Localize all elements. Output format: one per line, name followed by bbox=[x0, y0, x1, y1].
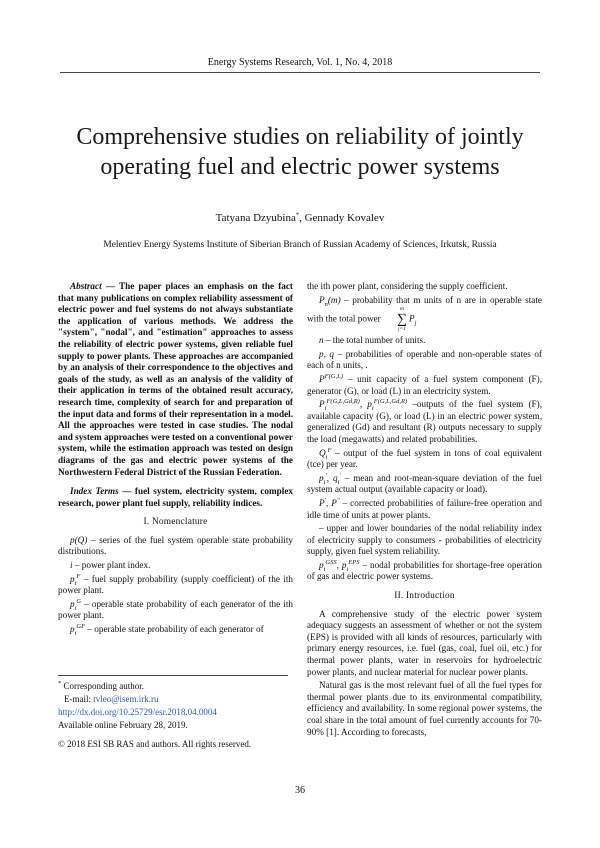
intro-paragraph: A comprehensive study of the electric power system adequacy suggests an assessment of whether or not the system (EPS) is provided with all kinds of resources, particularly with primary energy resources, i.e. fuel (gas, coal, fuel oil, etc.) for thermal power plants, water in reservoirs for hydroelectric power plants, and nuclear material for nuclear power plants. bbox=[307, 608, 542, 677]
nomenclature-symbol: P bbox=[319, 373, 325, 384]
nomenclature-sub: i bbox=[74, 604, 77, 612]
nomenclature-item bbox=[307, 523, 542, 558]
nomenclature-item bbox=[58, 599, 293, 622]
nomenclature-item bbox=[307, 335, 542, 347]
nomenclature-symbol: p bbox=[319, 559, 324, 570]
nomenclature-symbol: p bbox=[70, 598, 75, 609]
nomenclature-sup: F bbox=[327, 446, 332, 454]
nomenclature-sup: GF bbox=[76, 622, 86, 630]
sigma-symbol: ∑ bbox=[397, 312, 408, 328]
abstract-label: Abstract bbox=[70, 281, 102, 291]
nomenclature-symbol: i bbox=[70, 560, 73, 571]
footnote-rule bbox=[58, 675, 288, 676]
nomenclature-symbol-2: , P bbox=[326, 497, 337, 508]
paper-title: Comprehensive studies on reliability of jointly operating fuel and electric power systems bbox=[76, 124, 524, 180]
right-column bbox=[307, 281, 542, 740]
nomenclature-sup-2: F(G,L,Gd,R) bbox=[373, 398, 408, 406]
author-1-mark: * bbox=[295, 211, 300, 219]
nomenclature-item bbox=[307, 498, 542, 521]
nomenclature-item bbox=[307, 448, 542, 471]
nomenclature-text: – corrected probabilities of failure-free operation and idle time of units at power plants. bbox=[307, 497, 542, 520]
corresponding-author-note bbox=[58, 680, 293, 693]
nomenclature-text: – operable state probability of each generator of the ith power plant. bbox=[58, 598, 293, 621]
sum-term: P bbox=[409, 313, 415, 324]
footnote-mark: * bbox=[58, 680, 62, 687]
available-online: Available online February 28, 2019. bbox=[58, 720, 188, 730]
nomenclature-sup: F(G,L) bbox=[324, 372, 343, 380]
nomenclature-sub: i bbox=[74, 579, 77, 587]
nomenclature-item bbox=[307, 399, 542, 445]
nomenclature-sub-2: i bbox=[337, 478, 340, 486]
author-1: Tatyana Dzyubina bbox=[215, 212, 296, 224]
nomenclature-sup: F(G,L,Gd,R) bbox=[326, 398, 360, 406]
nomenclature-text: – nodal probabilities for shortage-free operation of gas and electric power systems. bbox=[307, 559, 542, 582]
nomenclature-symbol: p bbox=[70, 624, 75, 635]
index-terms-label: Index Terms bbox=[70, 486, 119, 497]
nomenclature-sup: GSS bbox=[325, 558, 337, 566]
nomenclature-text: – output of the fuel system in tons of coal equivalent (tce) per year. bbox=[307, 447, 542, 470]
nomenclature-text: – fuel supply probability (supply coefficient) of the ith power plant. bbox=[58, 573, 293, 596]
nomenclature-sub: i bbox=[323, 565, 326, 573]
nomenclature-text: – operable state probability of each generator of bbox=[85, 624, 264, 635]
sum-upper-limit: m bbox=[400, 306, 405, 313]
author-line bbox=[40, 212, 560, 224]
nomenclature-symbol-2: , q bbox=[326, 472, 338, 483]
nomenclature-symbol: P bbox=[319, 497, 325, 508]
nomenclature-text: – probabilities of operable and non-operable states of each of n units, . bbox=[307, 348, 542, 371]
nomenclature-symbol: P bbox=[319, 294, 325, 305]
author-2: , Gennady Kovalev bbox=[299, 212, 385, 224]
running-head: Energy Systems Research, Vol. 1, No. 4, 2018 bbox=[207, 57, 393, 68]
sum-formula bbox=[385, 306, 407, 333]
nomenclature-item bbox=[307, 349, 542, 372]
nomenclature-item bbox=[307, 295, 542, 334]
sum-lower-limit: j=1 bbox=[398, 326, 407, 333]
section-heading-introduction: II. Introduction bbox=[394, 591, 455, 602]
left-column bbox=[58, 281, 293, 638]
nomenclature-sup: G bbox=[76, 597, 82, 605]
nomenclature-symbol: P bbox=[319, 399, 325, 410]
nomenclature-item bbox=[307, 374, 542, 397]
nomenclature-symbol-2: , p bbox=[336, 559, 347, 570]
nomenclature-sup-2: ' bbox=[339, 471, 341, 479]
nomenclature-sub: i bbox=[325, 453, 328, 461]
nomenclature-sup-2: " bbox=[336, 496, 340, 504]
index-terms-text: — fuel system, electricity system, complex research, power plant fuel supply, reliability indices. bbox=[58, 486, 293, 508]
nomenclature-sub-2: i bbox=[346, 565, 349, 573]
nomenclature-symbol: p(Q) bbox=[70, 534, 88, 545]
nomenclature-text: –outputs of the fuel system (F), available capacity (G), or load (L) in an electric power system, generalized (Gd) and resultant (R) outputs necessary to supply the load (megawatts) and related probabilities. bbox=[307, 399, 543, 444]
nomenclature-sub: i bbox=[324, 404, 327, 412]
nomenclature-text: – the total number of units. bbox=[323, 335, 426, 346]
nomenclature-item bbox=[58, 574, 293, 597]
nomenclature-item bbox=[58, 535, 293, 558]
abstract bbox=[58, 281, 293, 478]
index-terms bbox=[58, 486, 293, 509]
nomenclature-arg: (m) bbox=[327, 294, 341, 305]
nomenclature-sup: ' bbox=[324, 496, 327, 504]
page-number: 36 bbox=[295, 785, 305, 796]
nomenclature-text: – series of the fuel system operable state probability distributions. bbox=[58, 534, 293, 557]
nomenclature-symbol: p bbox=[319, 472, 324, 483]
copyright: © 2018 ESI SB RAS and authors. All rights reserved. bbox=[58, 739, 252, 749]
nomenclature-symbol: Q bbox=[319, 447, 326, 458]
nomenclature-symbol: n bbox=[319, 335, 324, 346]
footnote bbox=[58, 680, 293, 751]
nomenclature-item bbox=[58, 624, 293, 636]
nomenclature-text: – unit capacity of a fuel system component (F), generator (G), or load (L) in an electricity system. bbox=[307, 373, 542, 396]
nomenclature-text: – power plant index. bbox=[72, 560, 151, 571]
nomenclature-item bbox=[307, 473, 542, 496]
nomenclature-sub-2: i bbox=[371, 404, 374, 412]
header-rule bbox=[60, 72, 540, 73]
nomenclature-sup: ' bbox=[325, 471, 327, 479]
nomenclature-symbol: p bbox=[70, 573, 75, 584]
email-link[interactable]: tvleo@isem.irk.ru bbox=[93, 694, 159, 704]
nomenclature-item bbox=[307, 560, 542, 583]
nomenclature-item bbox=[58, 560, 293, 572]
email-label: E-mail: bbox=[64, 694, 94, 704]
nomenclature-sup: F bbox=[76, 572, 81, 580]
nomenclature-sub: n bbox=[324, 300, 328, 308]
nomenclature-continuation: the ith power plant, considering the supply coefficient. bbox=[307, 281, 508, 291]
nomenclature-symbol: p, q bbox=[319, 348, 335, 359]
doi-link[interactable]: http://dx.doi.org/10.25729/esr.2018.04.0004 bbox=[58, 707, 217, 717]
nomenclature-symbol-2: , p bbox=[359, 399, 372, 410]
nomenclature-text: – upper and lower boundaries of the nodal reliability index of electricity supply to consumers - probabilities of electricity supply, given fuel system reliability. bbox=[307, 523, 542, 557]
nomenclature-text: – mean and root-mean-square deviation of the fuel system actual output (available capacity or load). bbox=[307, 472, 543, 495]
nomenclature-sup-2: EPS bbox=[348, 558, 360, 566]
abstract-text: — The paper places an emphasis on the fact that many publications on complex reliability assessment of electric power and fuel systems do not always substantiate the application of various methods. We address the "system", "nodal", and "estimation" approaches to assess the reliability of electric power systems, given reliable fuel supply to power plants. These approaches are accompanied by an analysis of their correspondence to the objectives and goals of the study, as well as an analysis of the validity of their application in terms of the obtained result accuracy, research time, complexity of search for and preparation of the input data and forms of their representation in a model. All the approaches were tested in case studies. The nodal and system approaches were tested on a conventional power system, while the estimation approach was tested on design diagrams of the gas and electric power systems of the Northwestern Federal District of the Russian Federation. bbox=[58, 281, 293, 477]
corresponding-author-text: Corresponding author. bbox=[61, 681, 144, 691]
affiliation: Melentiev Energy Systems Institute of Siberian Branch of Russian Academy of Sciences, Irkutsk, Russia bbox=[103, 240, 497, 250]
nomenclature-text: – probability that m units of n are in operable state with the total power bbox=[307, 294, 542, 324]
email-line bbox=[58, 693, 293, 706]
nomenclature-sub: i bbox=[74, 629, 77, 637]
intro-paragraph: Natural gas is the most relevant fuel of all the fuel types for thermal power plants due to its environmental compatibility, efficiency and availability. In some regional power systems, the coal share in the total amount of fuel currently accounts for 70-90% [1]. According to forecasts, bbox=[307, 680, 542, 737]
section-heading-nomenclature: I. Nomenclature bbox=[143, 517, 208, 528]
sum-term-sub: j bbox=[414, 319, 417, 327]
nomenclature-sub: i bbox=[323, 478, 326, 486]
